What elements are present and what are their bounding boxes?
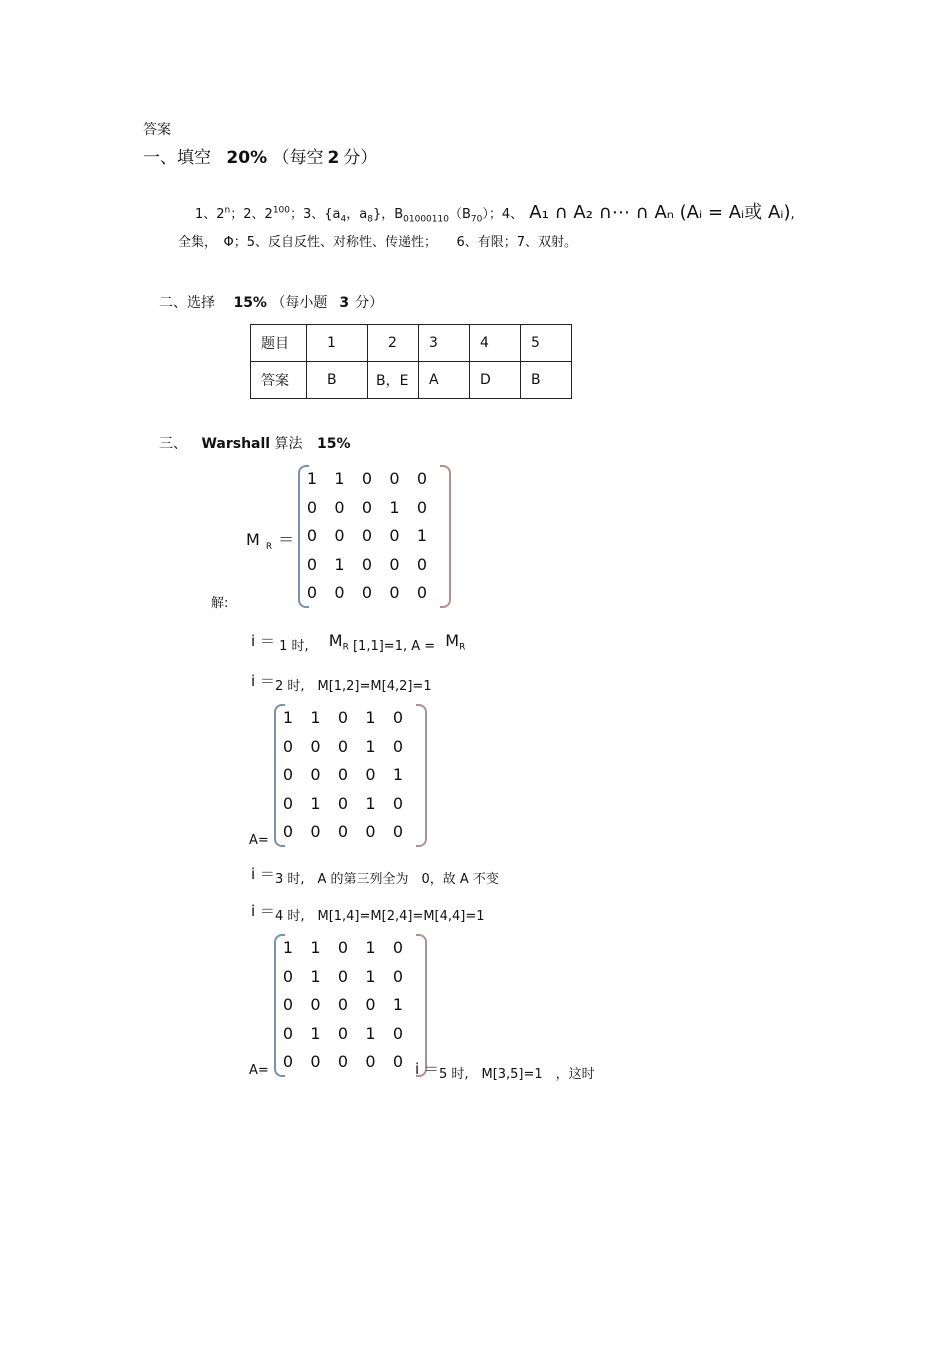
section1-title-note: （每空 xyxy=(272,148,324,168)
matrix-cell: 0 xyxy=(392,938,404,957)
table-cell: B，E xyxy=(368,362,419,399)
matrix-cell: 0 xyxy=(392,966,404,986)
matrix-cell: 0 xyxy=(282,765,294,785)
table-cell: D xyxy=(470,362,521,399)
matrix-cell: 1 xyxy=(282,938,294,957)
mr-letter: M xyxy=(246,530,260,549)
section2-title-note-end: 分） xyxy=(355,295,384,311)
table-header-question: 题目 xyxy=(251,325,307,362)
matrix-cell: 1 xyxy=(365,708,376,727)
step-1-rest: [1,1]=1, A = xyxy=(352,639,436,654)
matrix-cell: 1 xyxy=(282,708,294,727)
matrix-cell: 0 xyxy=(389,526,400,546)
matrix-cell: 0 xyxy=(337,995,349,1015)
matrix-cell: 0 xyxy=(310,995,321,1015)
table-cell: 5 xyxy=(521,325,572,362)
step-4-i: i ＝ xyxy=(251,902,275,920)
matrix-cell: 0 xyxy=(282,822,294,842)
answer3-sub3: 01000110 xyxy=(403,214,449,225)
section2-title xyxy=(159,292,383,312)
answer2-sup: 100 xyxy=(272,205,290,216)
matrix-cell: 0 xyxy=(361,554,373,574)
section3-title-label: 三、 xyxy=(159,436,187,452)
matrix-cell: 0 xyxy=(337,765,349,785)
matrix-cell: 1 xyxy=(310,1023,321,1043)
table-cell: B xyxy=(521,362,572,399)
table-header-answer: 答案 xyxy=(251,362,307,399)
section2-title-label: 二、选择 xyxy=(159,295,215,311)
answer4-comma: , xyxy=(790,207,795,222)
matrix-cell: 0 xyxy=(334,583,345,603)
matrix-cell: 0 xyxy=(306,497,318,517)
matrix-cell: 0 xyxy=(392,1023,404,1043)
step-5 xyxy=(415,1058,595,1082)
matrix-cell: 0 xyxy=(310,1052,321,1072)
matrix-cell: 0 xyxy=(282,995,294,1015)
answer3-sub1: 4 xyxy=(340,214,347,225)
matrix-cell: 0 xyxy=(392,822,404,842)
matrix-cell: 0 xyxy=(334,497,345,517)
step-1-sub2: R xyxy=(459,642,466,653)
matrix-cell: 0 xyxy=(337,966,349,986)
step-3-i: i ＝ xyxy=(251,865,275,883)
matrix-cell: 1 xyxy=(334,469,345,488)
answer1-text: 1、2 xyxy=(195,207,225,222)
matrix-right-bracket xyxy=(440,465,451,608)
matrix-a-step2 xyxy=(274,704,414,847)
answer-table xyxy=(250,324,572,399)
matrix-cell: 0 xyxy=(361,526,373,546)
page-heading: 答案 xyxy=(143,122,171,138)
section3-title-algorithm: Warshall xyxy=(201,436,271,452)
matrix-cell: 0 xyxy=(337,1052,349,1072)
section1-answers-line1 xyxy=(195,198,795,225)
matrix-cell: 0 xyxy=(282,736,294,756)
matrix-a-step4 xyxy=(274,934,414,1077)
matrix-cell: 1 xyxy=(306,469,318,488)
section3-title-mid: 算法 xyxy=(274,436,303,452)
matrix-cell: 1 xyxy=(416,526,428,546)
matrix-cell: 0 xyxy=(282,1052,294,1072)
matrix-cell: 0 xyxy=(306,554,318,574)
section1-title xyxy=(143,143,377,168)
matrix-cell: 0 xyxy=(416,497,428,517)
a-label-2: A= xyxy=(249,1063,269,1078)
a-label-1: A= xyxy=(249,833,269,848)
matrix-cell: 0 xyxy=(306,583,318,603)
solve-label: 解: xyxy=(211,596,229,611)
matrix-cell: 0 xyxy=(361,583,373,603)
matrix-cell: 0 xyxy=(392,1052,404,1072)
section1-title-percent: 20% xyxy=(226,148,268,168)
matrix-cell: 0 xyxy=(337,822,349,842)
matrix-right-bracket xyxy=(416,934,427,1077)
matrix-cell: 0 xyxy=(389,469,400,488)
mr-sub: R xyxy=(265,542,273,553)
step-3 xyxy=(251,863,499,887)
matrix-cell: 0 xyxy=(306,526,318,546)
matrix-cell: 0 xyxy=(365,822,376,842)
matrix-cell: 0 xyxy=(310,765,321,785)
answer3-text: ；3、{a xyxy=(290,207,341,222)
table-cell: B xyxy=(307,362,368,399)
step-4-text: 4 时, M[1,4]=M[2,4]=M[4,4]=1 xyxy=(274,909,485,924)
mr-equals: ＝ xyxy=(278,530,295,549)
step-4 xyxy=(251,900,485,924)
matrix-cell: 1 xyxy=(389,497,400,517)
matrix-cell: 0 xyxy=(310,736,321,756)
table-cell: A xyxy=(419,362,470,399)
step-1-text: 1 时, xyxy=(279,639,309,654)
matrix-cell: 0 xyxy=(365,1052,376,1072)
table-row-questions xyxy=(251,325,572,362)
table-cell: 4 xyxy=(470,325,521,362)
matrix-mr xyxy=(298,465,438,608)
matrix-cell: 0 xyxy=(361,469,373,488)
section2-title-note: （每小题 xyxy=(271,295,328,311)
matrix-cell: 0 xyxy=(361,497,373,517)
matrix-cell: 0 xyxy=(337,793,349,813)
matrix-cell: 0 xyxy=(337,938,349,957)
answer3-sub2: 8 xyxy=(367,214,373,225)
matrix-cell: 0 xyxy=(337,736,349,756)
table-cell: 3 xyxy=(419,325,470,362)
matrix-cell: 0 xyxy=(334,526,345,546)
matrix-cell: 1 xyxy=(365,938,376,957)
answer4-formula: A₁ ∩ A₂ ∩⋯ ∩ Aₙ (Aᵢ = Aᵢ或 Aᵢ) xyxy=(529,202,791,223)
matrix-cell: 0 xyxy=(392,793,404,813)
matrix-cell: 0 xyxy=(337,708,349,727)
answer3-b70: （B xyxy=(448,207,471,222)
matrix-right-bracket xyxy=(416,704,427,847)
matrix-cell: 1 xyxy=(310,938,321,957)
matrix-cell: 0 xyxy=(310,822,321,842)
section3-title xyxy=(159,433,351,453)
matrix-cell: 0 xyxy=(365,765,376,785)
step-5-i: i ＝ xyxy=(415,1060,439,1078)
answer3-mid: ，a xyxy=(346,207,368,222)
step-2-text: 2 时, M[1,2]=M[4,2]=1 xyxy=(274,679,432,694)
step-1-m2: M xyxy=(445,631,460,650)
step-1-sub: R xyxy=(342,642,349,653)
matrix-cell: 0 xyxy=(337,1023,349,1043)
matrix-cell: 1 xyxy=(310,966,321,986)
step-1-i: i ＝ xyxy=(251,632,275,650)
table-cell: 1 xyxy=(307,325,368,362)
section1-title-note-num: 2 xyxy=(327,148,340,168)
table-cell: 2 xyxy=(368,325,419,362)
matrix-cell: 0 xyxy=(282,793,294,813)
matrix-cell: 0 xyxy=(392,708,404,727)
matrix-cell: 1 xyxy=(392,995,404,1015)
matrix-cell: 0 xyxy=(389,583,400,603)
answer2-text: ；2、2 xyxy=(230,207,273,222)
matrix-cell: 1 xyxy=(392,765,404,785)
section1-title-label: 一、填空 xyxy=(143,148,211,168)
answer1-sup: n xyxy=(224,205,231,216)
matrix-cell: 0 xyxy=(416,583,428,603)
step-3-text: 3 时, A 的第三列全为 0，故 A 不变 xyxy=(274,872,499,887)
matrix-cell: 0 xyxy=(416,554,428,574)
mr-label xyxy=(246,527,294,552)
answer3-tail: ）；4、 xyxy=(482,207,524,222)
step-1-m: M xyxy=(328,631,343,650)
matrix-cell: 1 xyxy=(334,554,345,574)
matrix-cell: 0 xyxy=(365,995,376,1015)
step-5-text: 5 时, M[3,5]=1 ，这时 xyxy=(438,1067,595,1082)
step-2 xyxy=(251,670,432,694)
step-1 xyxy=(251,630,465,653)
matrix-cell: 1 xyxy=(310,793,321,813)
section3-title-percent: 15% xyxy=(317,436,351,452)
section1-title-note-end: 分） xyxy=(343,148,378,168)
matrix-cell: 0 xyxy=(389,554,400,574)
answer3-sub4: 70 xyxy=(470,214,483,225)
matrix-cell: 0 xyxy=(282,966,294,986)
matrix-cell: 0 xyxy=(416,469,428,488)
answer3-end: }，B xyxy=(372,207,404,222)
matrix-cell: 0 xyxy=(282,1023,294,1043)
table-row-answers xyxy=(251,362,572,399)
matrix-cell: 0 xyxy=(392,736,404,756)
matrix-cell: 1 xyxy=(365,793,376,813)
section2-title-percent: 15% xyxy=(233,295,267,311)
matrix-cell: 1 xyxy=(310,708,321,727)
matrix-cell: 1 xyxy=(365,966,376,986)
matrix-cell: 1 xyxy=(365,736,376,756)
step-2-i: i ＝ xyxy=(251,672,275,690)
section1-answers-line2: 全集， Φ；5、反自反性、对称性、传递性； 6、有限；7、双射。 xyxy=(178,235,578,250)
matrix-cell: 1 xyxy=(365,1023,376,1043)
section2-title-note-num: 3 xyxy=(339,295,350,311)
